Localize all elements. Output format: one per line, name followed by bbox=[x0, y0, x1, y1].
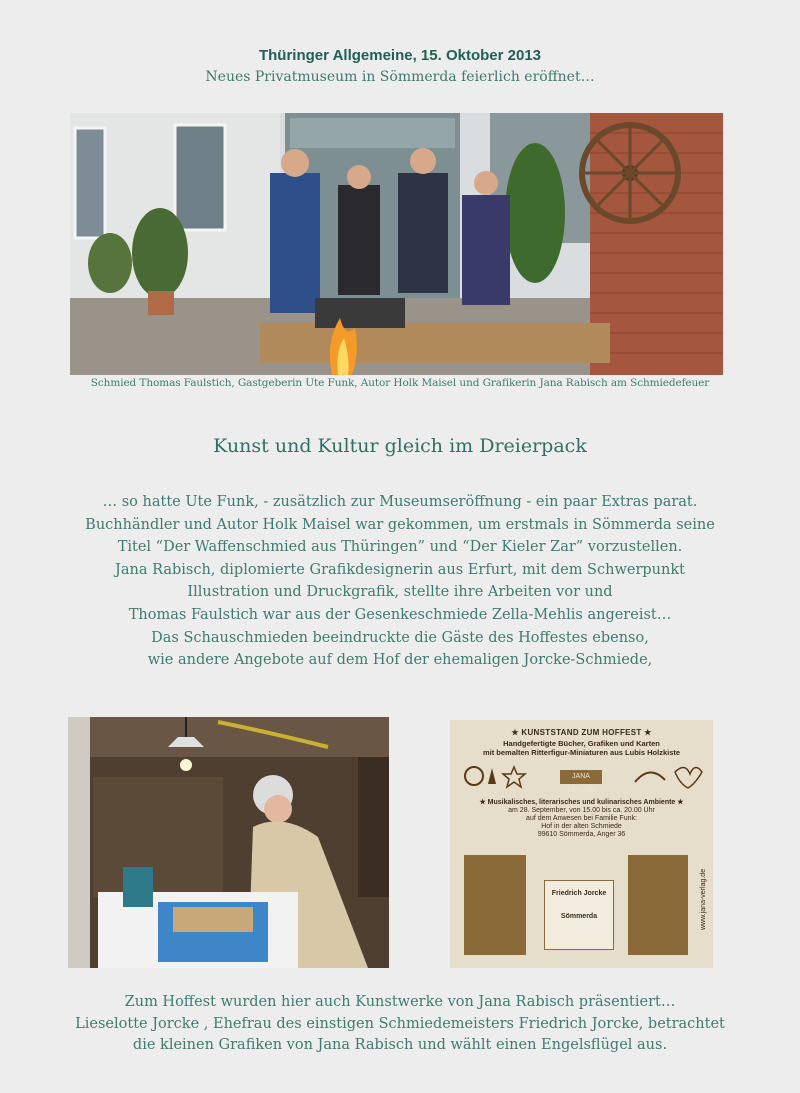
flyer-line: am 28. September, von 15.00 bis ca. 20.00 Uhr bbox=[508, 807, 655, 814]
flyer-line: ★ Musikalisches, literarisches und kulinarisches Ambiente ★ bbox=[479, 799, 684, 806]
flyer-line: Handgefertigte Bücher, Grafiken und Karten bbox=[503, 739, 660, 748]
ornament-icons-left bbox=[462, 762, 532, 792]
courtyard-scene-image bbox=[70, 113, 723, 375]
article-line: Jana Rabisch, diplomierte Grafikdesignerin aus Erfurt, mit dem Schwerpunkt bbox=[115, 561, 685, 578]
article-line: Buchhändler und Autor Holk Maisel war gekommen, um erstmals in Sömmerda seine bbox=[85, 516, 715, 533]
card-name: Friedrich Jorcke bbox=[551, 890, 607, 897]
flyer-title: ★ KUNSTSTAND ZUM HOFFEST ★ bbox=[511, 728, 652, 737]
main-photo bbox=[70, 113, 723, 375]
hoffest-flyer bbox=[450, 720, 713, 968]
section-heading: Kunst und Kultur gleich im Dreierpack bbox=[213, 435, 587, 457]
footer-line: Lieselotte Jorcke , Ehefrau des einstigen Schmiedemeisters Friedrich Jorcke, betrachtet bbox=[75, 1015, 725, 1032]
ornament-icons-right bbox=[630, 762, 705, 792]
footer-line: Zum Hoffest wurden hier auch Kunstwerke von Jana Rabisch präsentiert… bbox=[124, 994, 676, 1010]
exhibition-scene-image bbox=[68, 717, 389, 968]
article-line: Titel “Der Waffenschmied aus Thüringen” und “Der Kieler Zar” vorzustellen. bbox=[117, 539, 683, 556]
card-town: Sömmerda bbox=[560, 913, 598, 920]
headline: Thüringer Allgemeine, 15. Oktober 2013 bbox=[258, 47, 542, 64]
flyer-artwork-right bbox=[628, 855, 688, 955]
flyer-line: mit bemalten Ritterfigur-Miniaturen aus Lubis Holzkiste bbox=[482, 748, 681, 757]
photo-caption: Schmied Thomas Faulstich, Gastgeberin Ute Funk, Autor Holk Maisel und Grafikerin Jana Rabisch am Schmiedefeuer bbox=[90, 377, 710, 389]
verlag-logo: JANA VERLAG bbox=[560, 770, 602, 784]
subheadline: Neues Privatmuseum in Sömmerda feierlich eröffnet… bbox=[205, 69, 595, 85]
exhibition-photo bbox=[68, 717, 389, 968]
flyer-line: Hof in der alten Schmiede bbox=[541, 823, 622, 830]
flyer-artwork-left bbox=[464, 855, 526, 955]
article-line: Illustration und Druckgrafik, stellte ihre Arbeiten vor und bbox=[187, 584, 613, 601]
flyer-business-card bbox=[544, 880, 614, 950]
footer-line: die kleinen Grafiken von Jana Rabisch und wählt einen Engelsflügel aus. bbox=[132, 1037, 668, 1053]
article-line: Das Schauschmieden beeindruckte die Gäste des Hoffestes ebenso, bbox=[151, 629, 649, 646]
article-line: Thomas Faulstich war aus der Gesenkeschmiede Zella-Mehlis angereist… bbox=[128, 606, 672, 623]
flyer-line: auf dem Anwesen bei Familie Funk: bbox=[526, 815, 637, 822]
footer-caption bbox=[0, 992, 800, 1057]
article-body bbox=[60, 491, 740, 672]
article-line: … so hatte Ute Funk, - zusätzlich zur Museumseröffnung - ein paar Extras parat. bbox=[102, 494, 698, 510]
flyer-url: www.jana-verlag.de bbox=[700, 868, 707, 930]
article-line: wie andere Angebote auf dem Hof der ehemaligen Jorcke-Schmiede, bbox=[147, 652, 653, 669]
flyer-line: 99610 Sömmerda, Anger 36 bbox=[537, 831, 626, 838]
